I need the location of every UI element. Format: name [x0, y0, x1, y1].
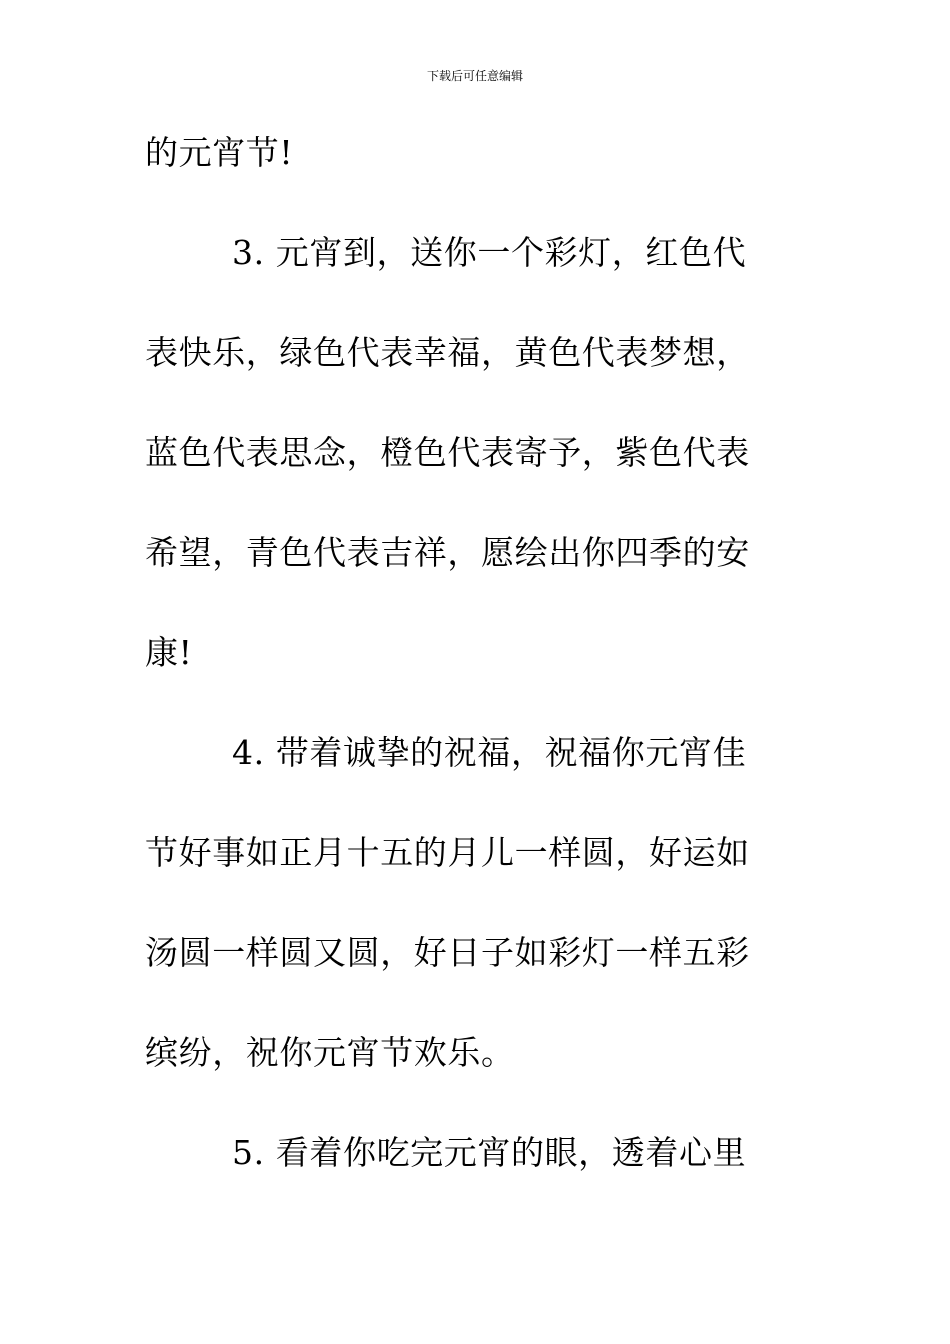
- text-line: 汤圆一样圆又圆，好日子如彩灯一样五彩: [145, 933, 750, 972]
- text-line: 希望，青色代表吉祥，愿绘出你四季的安: [145, 533, 750, 572]
- paragraph-5-first-line: 5. 看着你吃完元宵的眼，透着心里: [232, 1133, 747, 1172]
- text-line: 表快乐，绿色代表幸福，黄色代表梦想，: [145, 333, 750, 372]
- paragraph-3-first-line: 3. 元宵到，送你一个彩灯，红色代: [232, 233, 747, 272]
- text-line: 康!: [145, 633, 193, 672]
- page-header: 下载后可任意编辑: [426, 69, 523, 83]
- text-line: 蓝色代表思念，橙色代表寄予，紫色代表: [145, 433, 750, 472]
- text-line: 节好事如正月十五的月儿一样圆，好运如: [145, 833, 750, 872]
- text-line: 缤纷，祝你元宵节欢乐。: [145, 1033, 515, 1072]
- document-body: [145, 123, 781, 1223]
- text-line: 的元宵节!: [145, 133, 294, 172]
- paragraph-4-first-line: 4. 带着诚挚的祝福，祝福你元宵佳: [232, 733, 747, 772]
